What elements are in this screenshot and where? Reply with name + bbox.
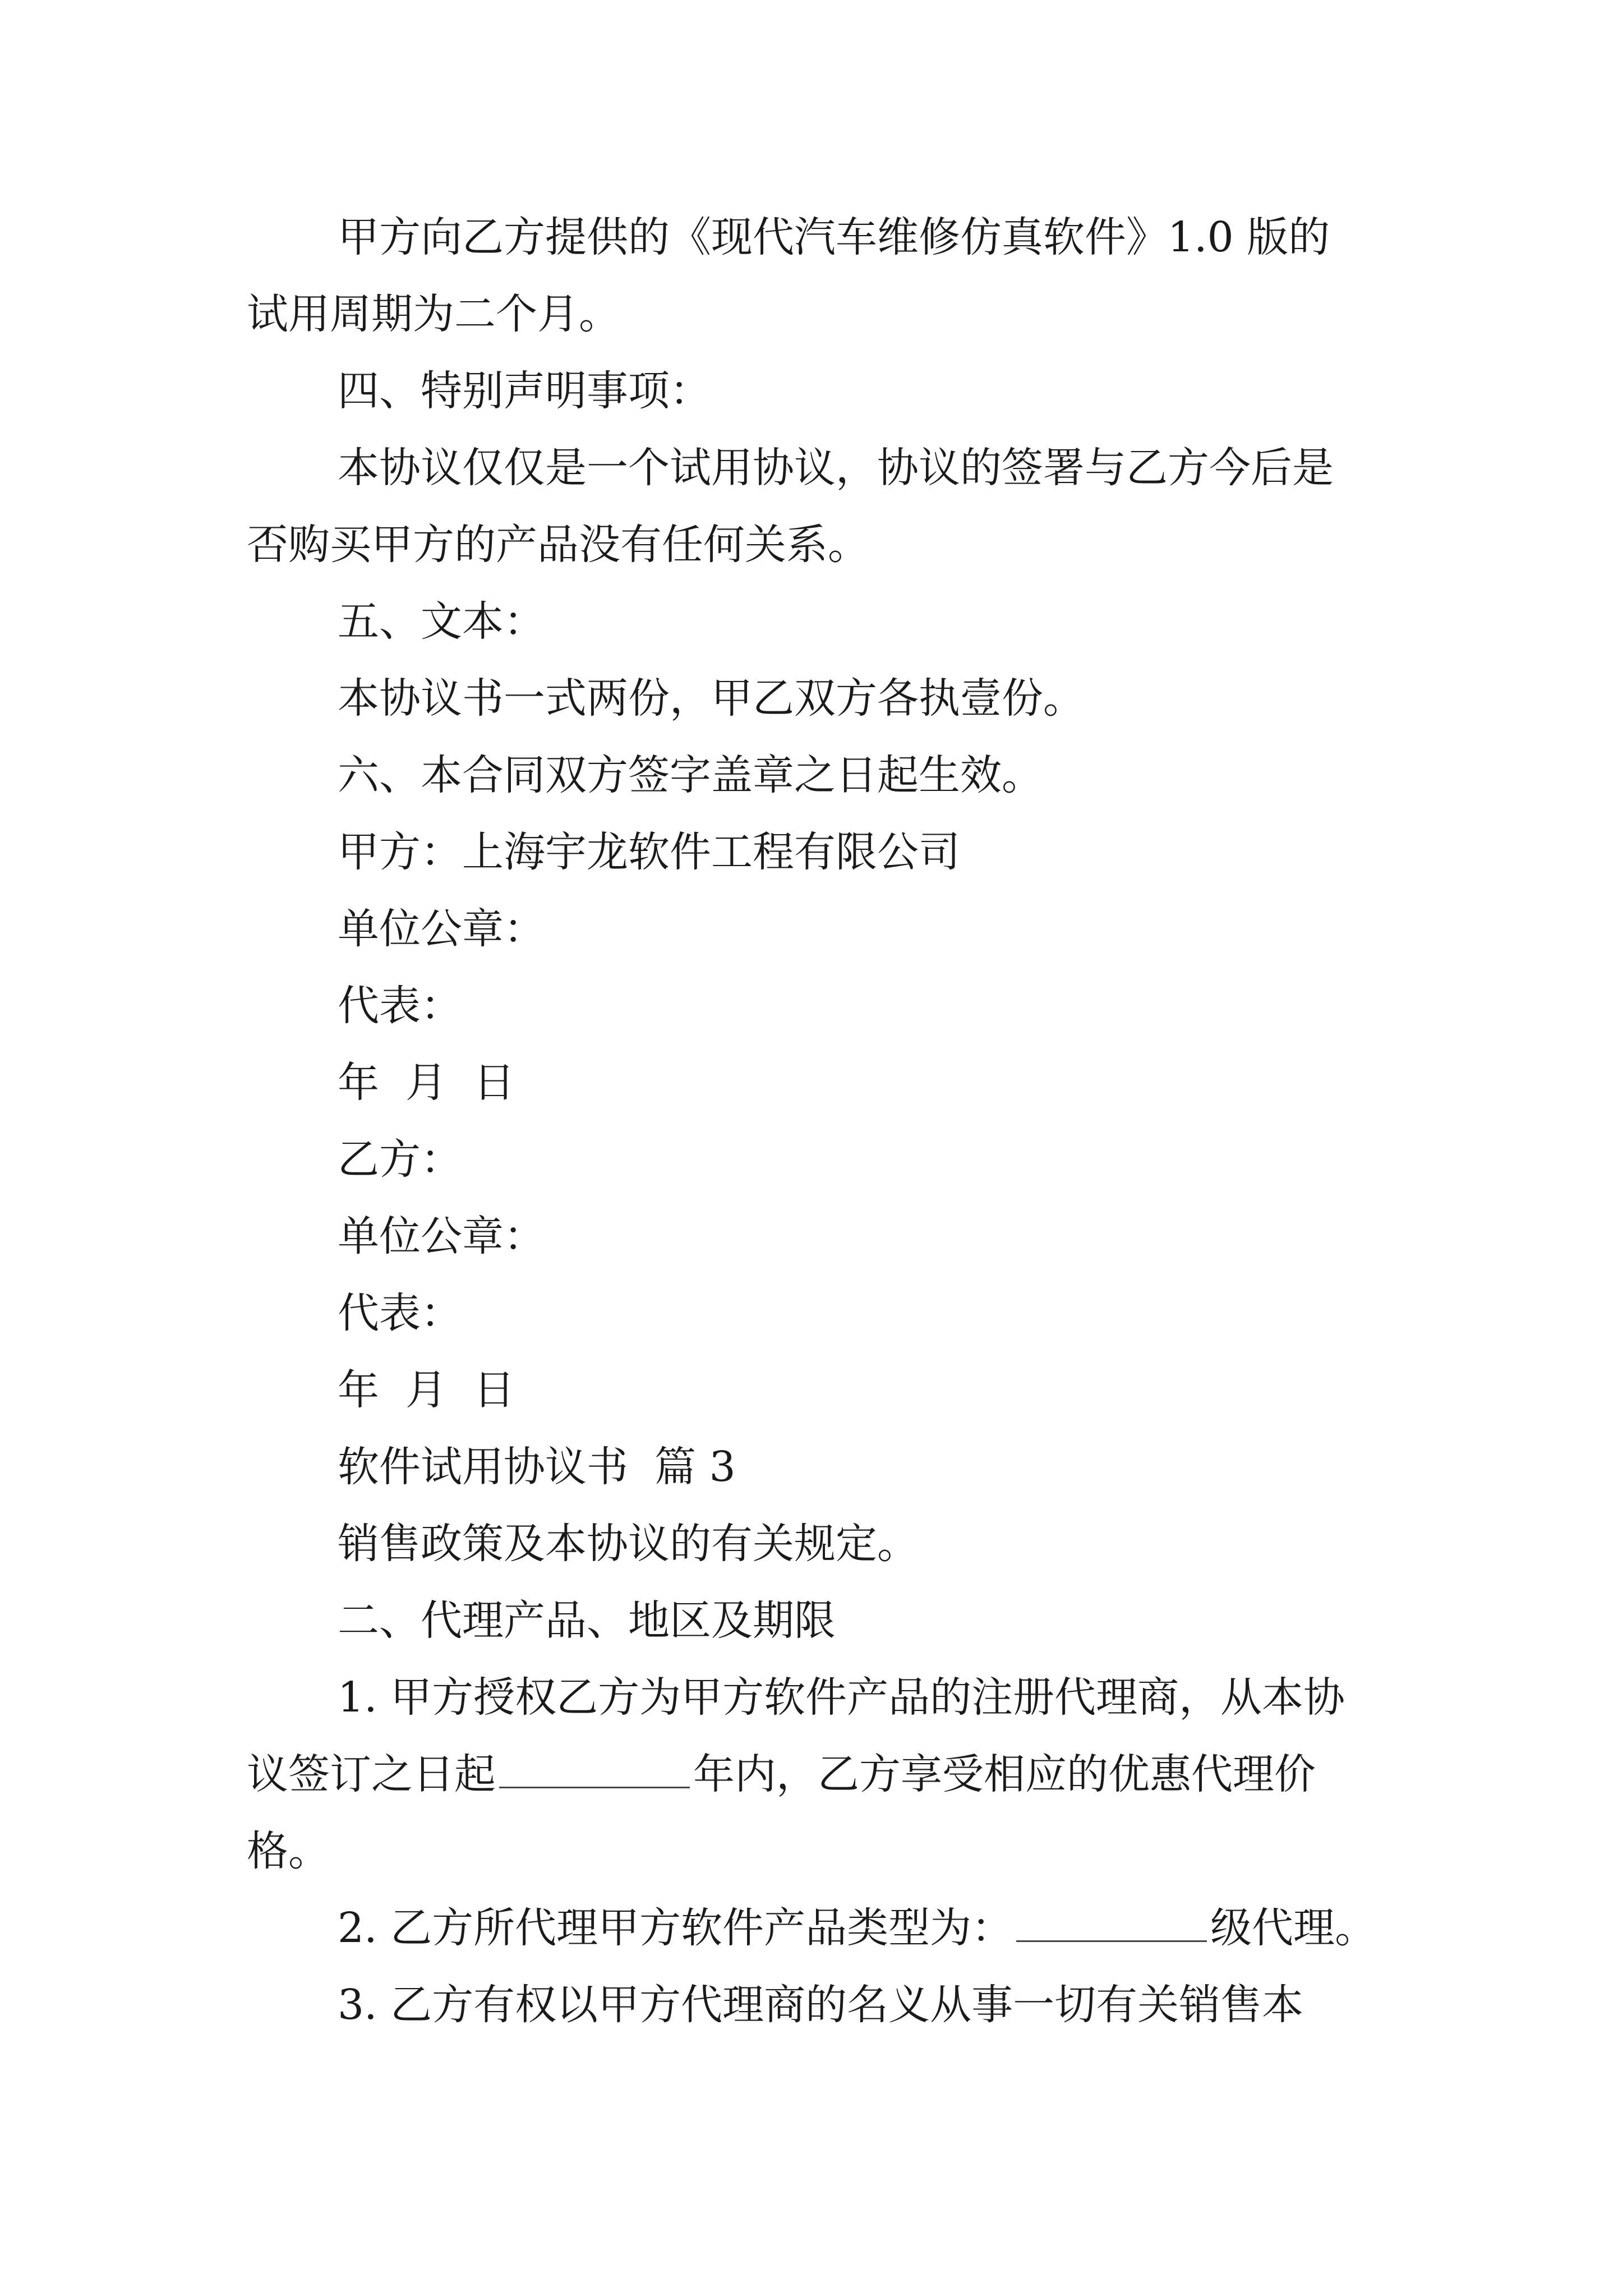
item3-line: 3. 乙方有权以甲方代理商的名义从事一切有关销售本 [338,1981,1304,2029]
special-statement-paragraph-line2: 否购买甲方的产品没有任何关系。 [247,521,869,569]
party-a-representative-label: 代表： [338,982,462,1030]
trial-period-paragraph-line2: 试用周期为二个月。 [247,290,620,338]
item1-line2-suffix: 年内，乙方享受相应的优惠代理价 [693,1750,1316,1798]
party-b-name: 乙方： [338,1135,462,1184]
party-b-date: 年 月 日 [338,1366,515,1414]
item1-line2 [247,1736,1391,1813]
item2-line [247,1890,1391,1967]
special-statement-paragraph-line1: 本协议仅仅是一个试用协议，协议的签署与乙方今后是 [338,444,1334,492]
agent-level-blank-field[interactable] [1016,1903,1207,1942]
copies-paragraph: 本协议书一式两份，甲乙双方各执壹份。 [338,674,1085,723]
party-b-seal-label: 单位公章： [338,1212,545,1260]
item1-line1: 1. 甲方授权乙方为甲方软件产品的注册代理商，从本协 [338,1673,1345,1722]
effective-clause: 六、本合同双方签字盖章之日起生效。 [338,751,1043,799]
sales-policy-paragraph: 销售政策及本协议的有关规定。 [338,1520,919,1568]
party-a-date: 年 月 日 [338,1059,515,1107]
item2-prefix: 2. 乙方所代理甲方软件产品类型为： [338,1904,1013,1952]
document-body [247,199,1391,2044]
years-blank-field[interactable] [499,1750,690,1788]
agency-heading: 二、代理产品、地区及期限 [338,1596,836,1645]
item1-line3: 格。 [247,1827,330,1875]
party-a-name: 甲方：上海宇龙软件工程有限公司 [338,828,960,876]
party-a-seal-label: 单位公章： [338,905,545,953]
text-heading: 五、文本： [338,597,545,646]
trial-period-paragraph-line1: 甲方向乙方提供的《现代汽车维修仿真软件》1.0 版的 [338,213,1330,261]
item1-line2-prefix: 议签订之日起 [247,1750,496,1798]
special-statement-heading: 四、特别声明事项： [338,367,711,415]
item2-suffix: 级代理。 [1210,1904,1377,1952]
section-title: 软件试用协议书 篇 3 [338,1443,736,1491]
party-b-representative-label: 代表： [338,1289,462,1337]
